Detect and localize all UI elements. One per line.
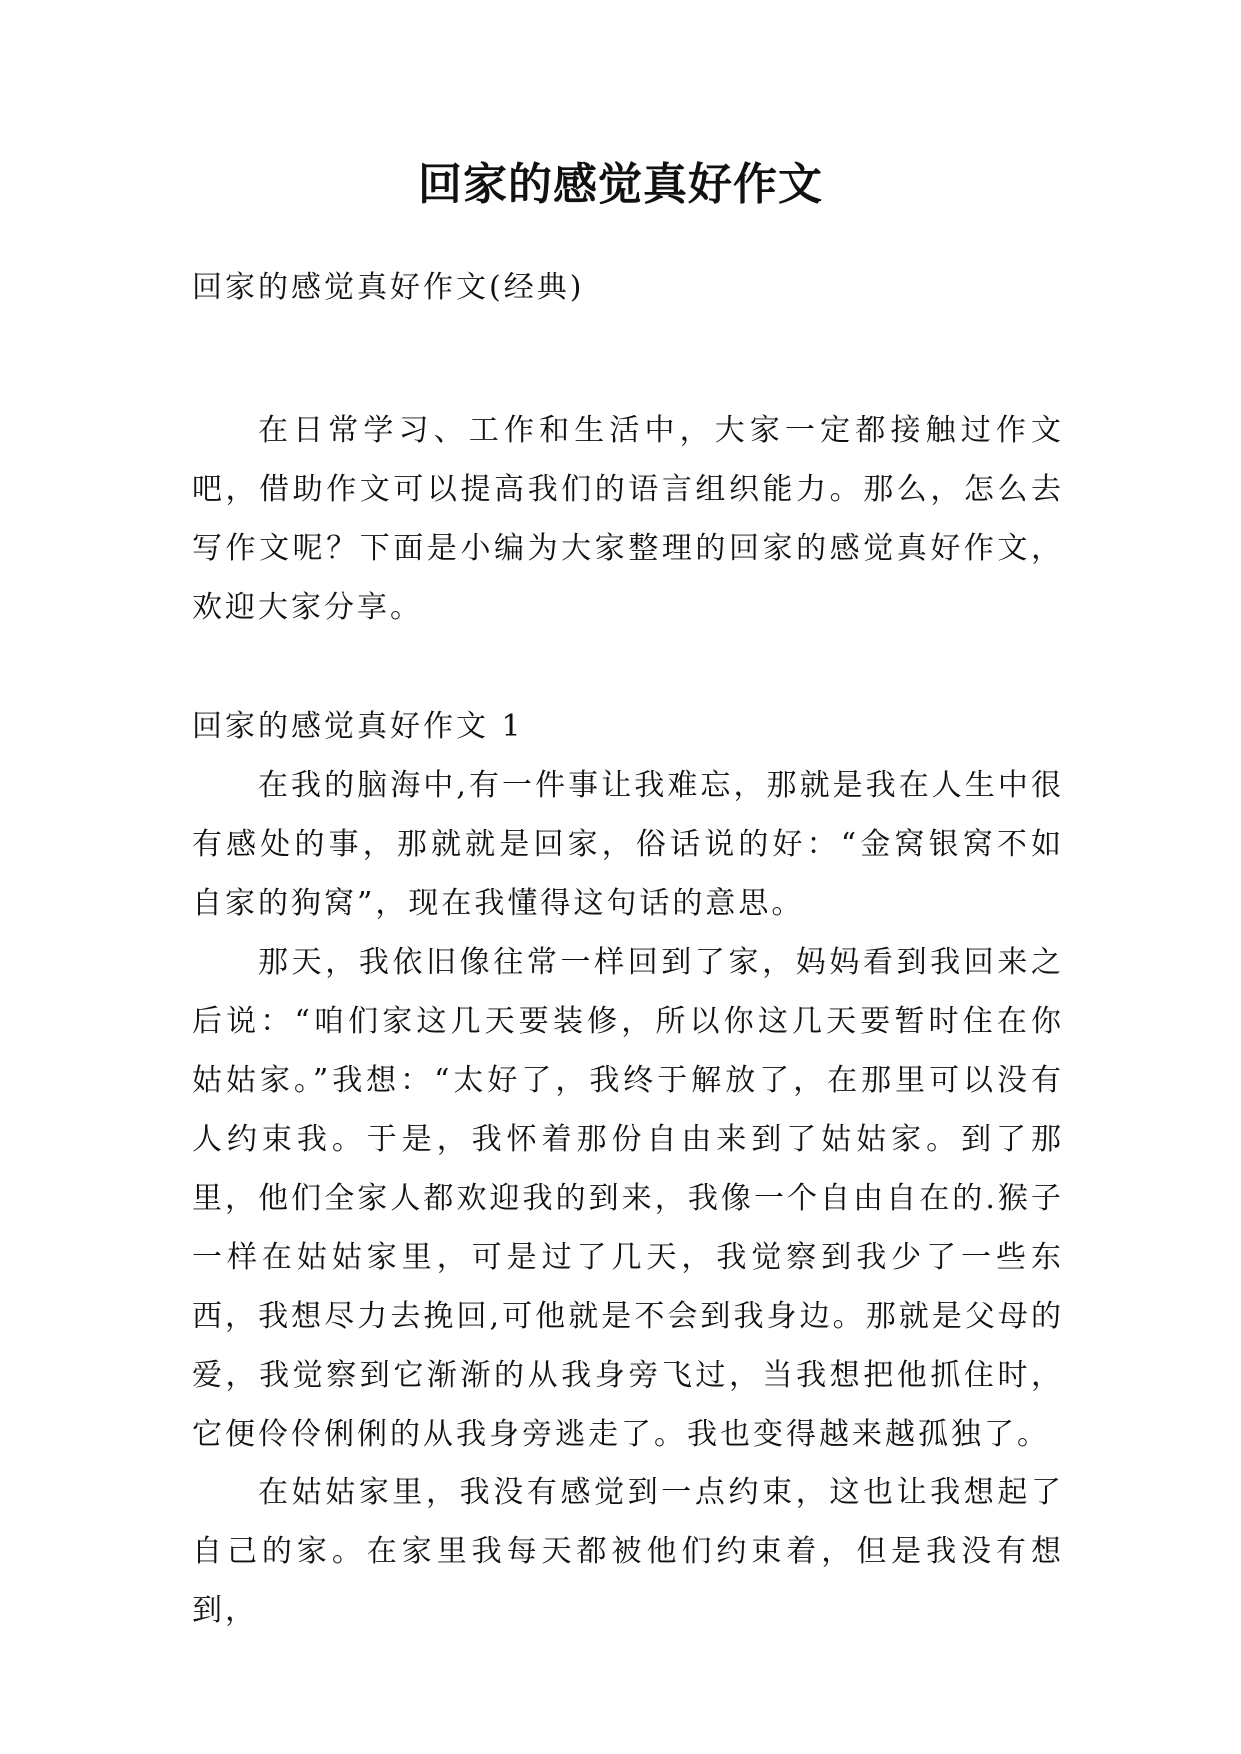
- intro-paragraph: 在日常学习、工作和生活中，大家一定都接触过作文吧，借助作文可以提高我们的语言组织能力。那么，怎么去写作文呢？下面是小编为大家整理的回家的感觉真好作文，欢迎大家分享。: [192, 413, 1064, 625]
- body-paragraph: 那天，我依旧像往常一样回到了家，妈妈看到我回来之后说：“咱们家这几天要装修，所以你这几天要暂时住在你姑姑家。”我想：“太好了，我终于解放了，在那里可以没有人约束我。于是，我怀着那份自由来到了姑姑家。到了那里，他们全家人都欢迎我的到来，我像一个自由自在的.猴子一样在姑姑家里，可是过了几天，我觉察到我少了一些东西，我想尽力去挽回,可他就是不会到我身边。那就是父母的爱，我觉察到它渐渐的从我身旁飞过，当我想把他抓住时，它便伶伶俐俐的从我身旁逃走了。我也变得越来越孤独了。: [192, 945, 1064, 1452]
- body-paragraph: 在姑姑家里，我没有感觉到一点约束，这也让我想起了自己的家。在家里我每天都被他们约束着，但是我没有想到，: [192, 1475, 1064, 1628]
- section-heading: 回家的感觉真好作文 1: [192, 709, 524, 744]
- document-subtitle: 回家的感觉真好作文(经典): [192, 270, 585, 305]
- document-title: 回家的感觉真好作文: [418, 159, 823, 210]
- body-paragraph: 在我的脑海中,有一件事让我难忘，那就是我在人生中很有感处的事，那就就是回家，俗话说的好：“金窝银窝不如自家的狗窝”，现在我懂得这句话的意思。: [192, 768, 1064, 921]
